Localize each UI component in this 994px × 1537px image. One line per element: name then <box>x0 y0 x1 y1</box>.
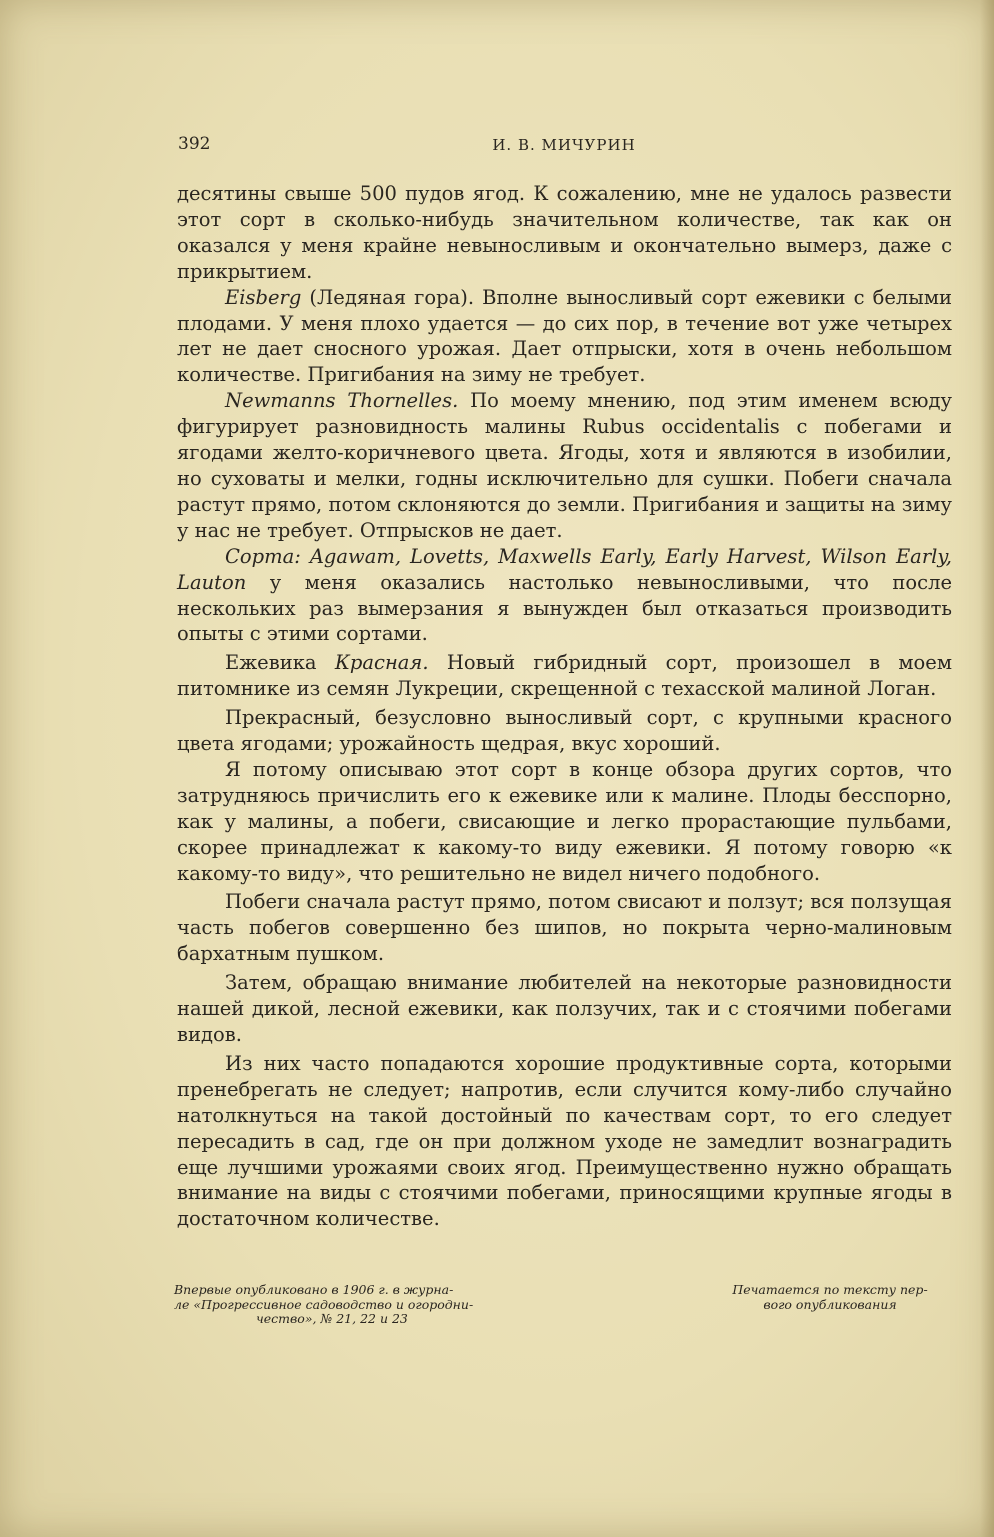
page-number: 392 <box>178 134 211 154</box>
text-run: у меня оказались настолько невыносливыми, что после нескольких раз вымерзания я вынужден был отказаться производить опыты с этими сортами. <box>177 570 952 646</box>
text-run: По моему мнению, под этим именем всюду фигурирует разновидность малины Rubus occidentalis с побегами и ягодами желто-коричневого цвета. Ягоды, хотя и являются в изобилии, но суховаты и мелки, годны исключительно для сушки. Побеги сначала растут прямо, потом склоняются до земли. Пригибания и защиты на зиму у нас не требует. Отпрысков не дает. <box>177 389 952 542</box>
text-run: Прекрасный, безусловно выносливый сорт, с крупными красного цвета ягодами; урожайность щедрая, вкус хороший. <box>177 706 952 756</box>
paragraph <box>177 650 952 702</box>
paragraph <box>177 388 952 543</box>
note-line: вого опубликования <box>763 1296 897 1312</box>
variety-name: Eisberg <box>225 285 302 309</box>
text-run: Я потому описываю этот сорт в конце обзора других сортов, что затрудняюсь причислить его к ежевике или к малине. Плоды бесспорно, как у малины, а побеги, свисающие и легко прорастающие пульбами, скорее принадлежат к какому-то виду ежевики. Я потому говорю «к какому-то виду», что решительно не видел ничего подобного. <box>177 757 952 885</box>
publication-notes <box>174 1283 952 1343</box>
text-run: Затем, обращаю внимание любителей на некоторые разновидности нашей дикой, лесной ежевики, как ползучих, так и с стоячими побегами видов. <box>177 971 952 1046</box>
text-run: Из них часто попадаются хорошие продуктивные сорта, которыми пренебрегать не следует; напротив, если случится кому-либо случайно натолкнуться на такой достойный по качествам сорт, то его следует пересадить в сад, где он при должном уходе не замедлит вознаградить еще лучшими урожаями своих ягод. Преимущественно нужно обращать внимание на виды с стоячими побегами, приносящими крупные ягоды в достаточном количестве. <box>177 1051 952 1231</box>
running-title: И. В. МИЧУРИН <box>492 136 636 154</box>
note-line: Впервые опубликовано в 1906 г. в журна- <box>174 1282 454 1297</box>
text-run: десятины свыше 500 пудов ягод. К сожалению, мне не удалось развести этот сорт в сколько-нибудь значительном количестве, так как он оказался у меня крайне невыносливым и окончательно вымерз, даже с прикрытием. <box>177 182 952 283</box>
variety-name: Красная. <box>334 651 429 675</box>
paragraph <box>177 181 952 285</box>
text-run: Побеги сначала растут прямо, потом свисают и ползут; вся ползущая часть побегов совершенно без шипов, но покрыта черно-малиновым бархатным пушком. <box>177 890 952 966</box>
paragraph <box>177 705 952 757</box>
variety-list: Сорта: Agawam, Lovetts, Maxwells Early, Early Harvest, Wilson Early, Lauton <box>177 544 952 594</box>
paragraph <box>177 544 952 648</box>
page-edge-shadow <box>980 0 994 1537</box>
paragraph <box>177 1051 952 1232</box>
text-run: (Ледяная гора). Вполне выносливый сорт ежевики с белыми плодами. У меня плохо удается — до сих пор, в течение вот уже четырех лет не дает сносного урожая. Дает отпрыски, хотя в очень небольшом количестве. Пригибания на зиму не требует. <box>177 285 952 387</box>
note-line: Печатается по тексту пер- <box>732 1282 928 1297</box>
text-run: Новый гибридный сорт, произошел в моем питомнике из семян Лукреции, скрещенной с техасской малиной Логан. <box>177 651 952 701</box>
paragraph <box>177 757 952 887</box>
paragraph <box>177 889 952 967</box>
page-header <box>178 134 950 156</box>
text-run: Ежевика <box>225 651 335 675</box>
note-line: чество», № 21, 22 и 23 <box>256 1311 408 1326</box>
paragraph <box>177 970 952 1048</box>
variety-name: Newmanns Thornelles. <box>225 389 459 413</box>
note-line: ле «Прогрессивное садоводство и огородни- <box>174 1296 474 1312</box>
first-published-note <box>174 1283 524 1327</box>
source-text-note <box>712 1283 948 1312</box>
body-text <box>177 181 952 1232</box>
paragraph <box>177 285 952 389</box>
